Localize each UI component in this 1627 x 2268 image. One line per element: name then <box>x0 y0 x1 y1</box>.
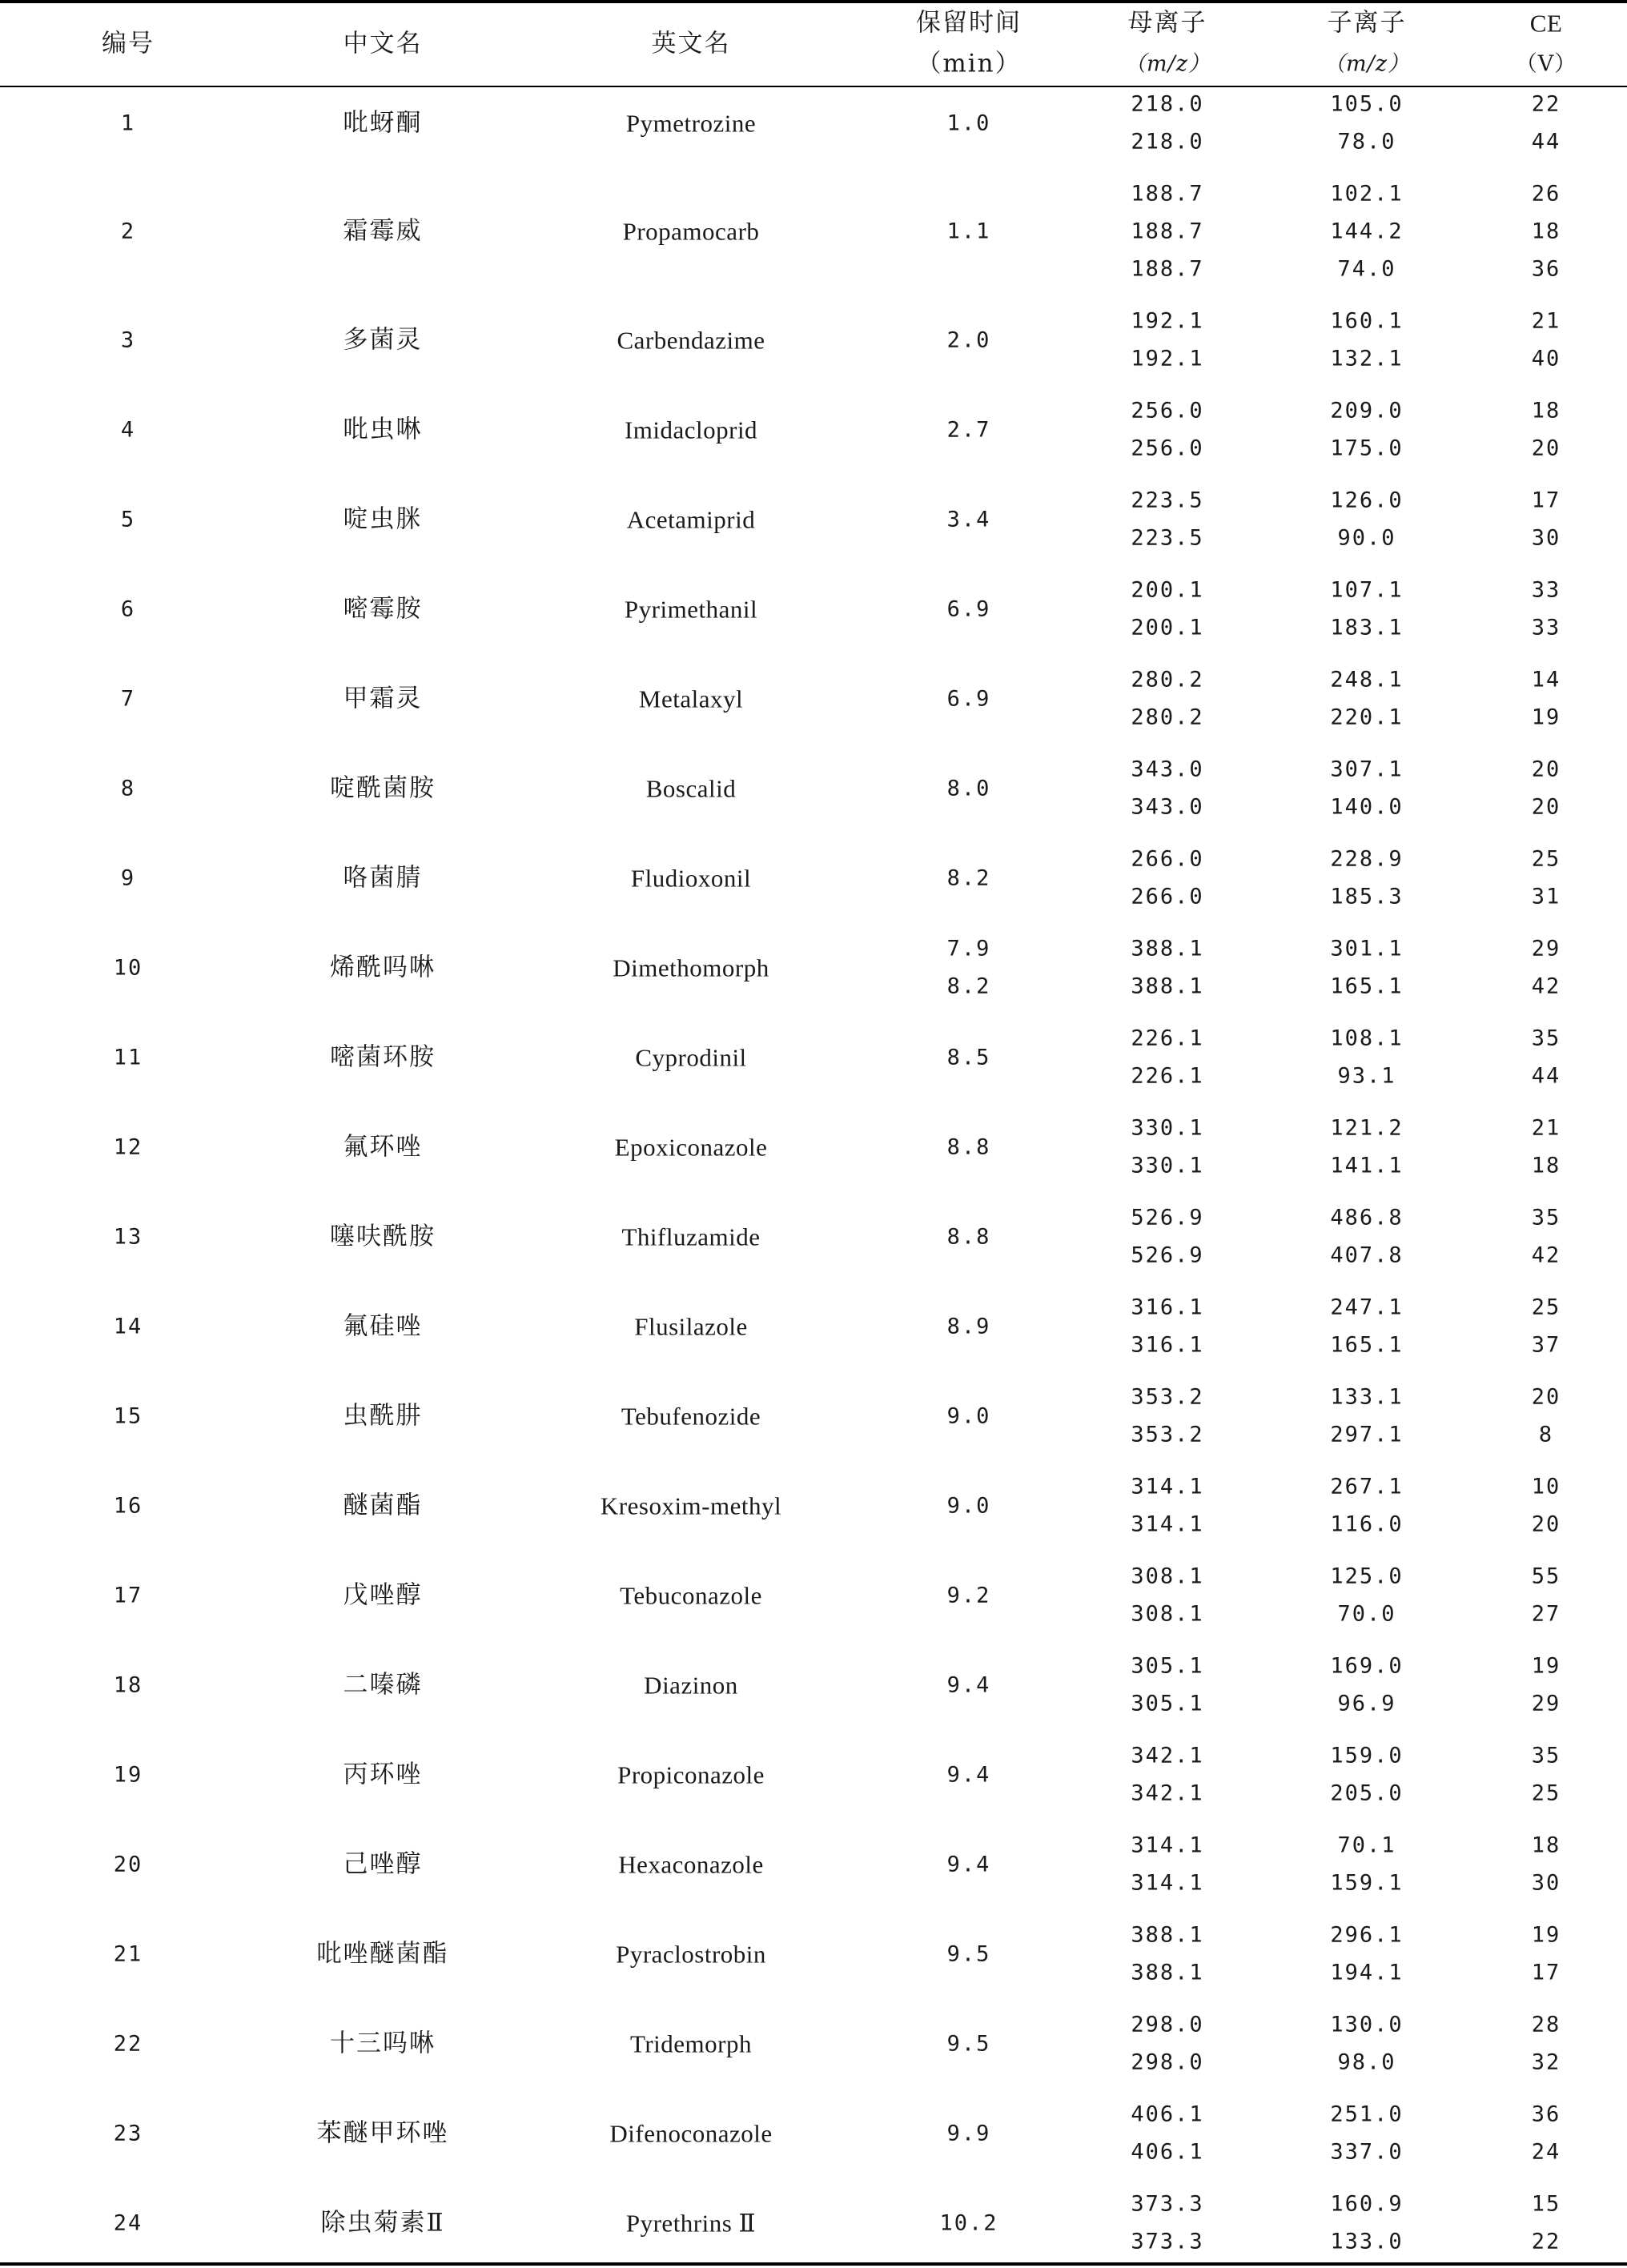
row-number: 1 <box>120 110 136 135</box>
english-name: Diazinon <box>644 1671 738 1699</box>
retention-time: 9.0 <box>946 1493 991 1518</box>
product-ion: 307.1 <box>1330 757 1404 782</box>
english-name: Tebuconazole <box>620 1581 762 1609</box>
english-name: Pyraclostrobin <box>616 1940 766 1968</box>
chinese-name: 吡虫啉 <box>343 415 423 444</box>
english-name: Metalaxyl <box>638 684 744 713</box>
product-ion: 125.0 <box>1330 1564 1404 1589</box>
english-name: Boscalid <box>645 774 737 802</box>
collision-energy: 22 <box>1531 91 1561 117</box>
row-number: 4 <box>120 417 136 442</box>
collision-energy: 19 <box>1531 704 1561 730</box>
parent-ion: 266.0 <box>1131 846 1204 872</box>
header-rt: 保留时间 <box>916 8 1022 38</box>
parent-ion: 226.1 <box>1131 1063 1204 1089</box>
collision-energy: 33 <box>1531 615 1561 640</box>
collision-energy: 36 <box>1531 256 1561 282</box>
collision-energy: 22 <box>1531 2229 1561 2254</box>
bottom-rule <box>0 2262 1627 2266</box>
collision-energy: 35 <box>1531 1743 1561 1768</box>
english-name: Tebufenozide <box>621 1402 761 1430</box>
product-ion: 267.1 <box>1330 1474 1404 1499</box>
chinese-name: 多菌灵 <box>343 325 423 354</box>
product-ion: 160.1 <box>1330 308 1404 334</box>
retention-time: 8.0 <box>946 776 991 801</box>
row-number: 24 <box>113 2210 143 2235</box>
product-ion: 407.8 <box>1330 1242 1404 1268</box>
parent-ion: 406.1 <box>1131 2101 1204 2127</box>
retention-time: 3.4 <box>946 507 991 532</box>
chinese-name: 噻呋酰胺 <box>330 1222 436 1250</box>
row-number: 9 <box>120 865 136 890</box>
parent-ion: 223.5 <box>1131 488 1204 513</box>
product-ion: 90.0 <box>1337 525 1396 551</box>
product-ion: 248.1 <box>1330 667 1404 692</box>
parent-ion: 316.1 <box>1131 1295 1204 1320</box>
collision-energy: 18 <box>1531 219 1561 244</box>
chinese-name: 虫酰肼 <box>343 1401 423 1430</box>
parent-ion: 342.1 <box>1131 1743 1204 1768</box>
parent-ion: 200.1 <box>1131 615 1204 640</box>
retention-time: 1.1 <box>946 219 991 244</box>
parent-ion: 373.3 <box>1131 2191 1204 2217</box>
product-ion: 126.0 <box>1330 488 1404 513</box>
english-name: Carbendazime <box>617 326 765 354</box>
row-number: 5 <box>120 507 136 532</box>
header-ce-unit: （V） <box>1515 51 1577 77</box>
retention-time: 9.4 <box>946 1672 991 1697</box>
collision-energy: 17 <box>1531 1960 1561 1985</box>
collision-energy: 27 <box>1531 1601 1561 1627</box>
product-ion: 205.0 <box>1330 1780 1404 1806</box>
parent-ion: 200.1 <box>1131 577 1204 603</box>
product-ion: 107.1 <box>1330 577 1404 603</box>
parent-ion: 266.0 <box>1131 884 1204 909</box>
parent-ion: 526.9 <box>1131 1242 1204 1268</box>
chinese-name: 醚菌酯 <box>343 1491 423 1519</box>
collision-energy: 28 <box>1531 2012 1561 2037</box>
collision-energy: 42 <box>1531 973 1561 999</box>
product-ion: 93.1 <box>1337 1063 1396 1089</box>
collision-energy: 32 <box>1531 2049 1561 2075</box>
parent-ion: 343.0 <box>1131 757 1204 782</box>
retention-time: 6.9 <box>946 686 991 711</box>
product-ion: 301.1 <box>1330 936 1404 961</box>
product-ion: 185.3 <box>1330 884 1404 909</box>
retention-time: 8.5 <box>946 1045 991 1070</box>
english-name: Hexaconazole <box>618 1850 764 1878</box>
english-name: Propamocarb <box>622 217 760 246</box>
chinese-name: 霜霉威 <box>343 216 423 246</box>
product-ion: 183.1 <box>1330 615 1404 640</box>
chinese-name: 嘧霉胺 <box>343 594 423 623</box>
product-ion: 175.0 <box>1330 436 1404 461</box>
header-rt-unit: （min） <box>916 49 1022 78</box>
row-number: 19 <box>113 1762 143 1787</box>
collision-energy: 20 <box>1531 1511 1561 1537</box>
product-ion: 130.0 <box>1330 2012 1404 2037</box>
english-name: Difenoconazole <box>609 2119 773 2147</box>
parent-ion: 280.2 <box>1131 667 1204 692</box>
collision-energy: 36 <box>1531 2101 1561 2127</box>
collision-energy: 19 <box>1531 1653 1561 1679</box>
collision-energy: 15 <box>1531 2191 1561 2217</box>
parent-ion: 330.1 <box>1131 1115 1204 1141</box>
parent-ion: 218.0 <box>1131 129 1204 155</box>
product-ion: 297.1 <box>1330 1422 1404 1447</box>
header-parent-unit: （m/z） <box>1124 51 1211 77</box>
retention-time: 8.9 <box>946 1314 991 1339</box>
collision-energy: 20 <box>1531 1384 1561 1410</box>
retention-time: 9.5 <box>946 2031 991 2056</box>
parent-ion: 526.9 <box>1131 1205 1204 1230</box>
product-ion: 296.1 <box>1330 1922 1404 1948</box>
row-number: 8 <box>120 776 136 801</box>
product-ion: 140.0 <box>1330 794 1404 820</box>
parent-ion: 298.0 <box>1131 2012 1204 2037</box>
product-ion: 105.0 <box>1330 91 1404 117</box>
parent-ion: 342.1 <box>1131 1780 1204 1806</box>
retention-time: 7.9 <box>946 936 991 961</box>
product-ion: 159.1 <box>1330 1870 1404 1896</box>
row-number: 14 <box>113 1314 143 1339</box>
chinese-name: 苯醚甲环唑 <box>316 2118 449 2147</box>
english-name: Pymetrozine <box>625 109 757 137</box>
product-ion: 160.9 <box>1330 2191 1404 2217</box>
parent-ion: 256.0 <box>1131 436 1204 461</box>
collision-energy: 29 <box>1531 1691 1561 1716</box>
parent-ion: 226.1 <box>1131 1026 1204 1051</box>
product-ion: 96.9 <box>1337 1691 1396 1716</box>
collision-energy: 30 <box>1531 1870 1561 1896</box>
parent-ion: 192.1 <box>1131 346 1204 371</box>
collision-energy: 20 <box>1531 794 1561 820</box>
row-number: 7 <box>120 686 136 711</box>
parent-ion: 388.1 <box>1131 1922 1204 1948</box>
row-number: 2 <box>120 219 136 244</box>
collision-energy: 21 <box>1531 308 1561 334</box>
chinese-name: 除虫菊素Ⅱ <box>320 2208 445 2237</box>
parent-ion: 353.2 <box>1131 1422 1204 1447</box>
parent-ion: 314.1 <box>1131 1474 1204 1499</box>
product-ion: 209.0 <box>1330 398 1404 423</box>
product-ion: 251.0 <box>1330 2101 1404 2127</box>
product-ion: 108.1 <box>1330 1026 1404 1051</box>
chinese-name: 吡唑醚菌酯 <box>316 1939 449 1968</box>
product-ion: 133.0 <box>1330 2229 1404 2254</box>
parent-ion: 316.1 <box>1131 1332 1204 1358</box>
collision-energy: 35 <box>1531 1026 1561 1051</box>
collision-energy: 20 <box>1531 757 1561 782</box>
retention-time: 2.7 <box>946 417 991 442</box>
product-ion: 169.0 <box>1330 1653 1404 1679</box>
collision-energy: 8 <box>1538 1422 1554 1447</box>
row-number: 13 <box>113 1224 143 1249</box>
collision-energy: 44 <box>1531 1063 1561 1089</box>
parent-ion: 188.7 <box>1131 256 1204 282</box>
product-ion: 194.1 <box>1330 1960 1404 1985</box>
header-en-name: 英文名 <box>651 29 731 58</box>
parent-ion: 308.1 <box>1131 1564 1204 1589</box>
row-number: 17 <box>113 1583 143 1608</box>
product-ion: 165.1 <box>1330 973 1404 999</box>
collision-energy: 37 <box>1531 1332 1561 1358</box>
header-rule <box>0 86 1627 87</box>
retention-time: 8.2 <box>946 973 991 999</box>
product-ion: 141.1 <box>1330 1153 1404 1178</box>
product-ion: 486.8 <box>1330 1205 1404 1230</box>
parent-ion: 343.0 <box>1131 794 1204 820</box>
retention-time: 1.0 <box>946 110 991 135</box>
collision-energy: 30 <box>1531 525 1561 551</box>
collision-energy: 55 <box>1531 1564 1561 1589</box>
header-product: 子离子 <box>1327 8 1407 38</box>
chinese-name: 戊唑醇 <box>343 1580 423 1609</box>
parent-ion: 280.2 <box>1131 704 1204 730</box>
english-name: Thifluzamide <box>621 1222 761 1250</box>
parent-ion: 314.1 <box>1131 1511 1204 1537</box>
product-ion: 337.0 <box>1330 2139 1404 2165</box>
row-number: 22 <box>113 2031 143 2056</box>
chinese-name: 氟环唑 <box>343 1132 423 1161</box>
row-number: 20 <box>113 1852 143 1877</box>
product-ion: 132.1 <box>1330 346 1404 371</box>
retention-time: 8.8 <box>946 1224 991 1249</box>
english-name: Propiconazole <box>617 1760 765 1788</box>
row-number: 18 <box>113 1672 143 1697</box>
chinese-name: 烯酰吗啉 <box>330 953 436 981</box>
parent-ion: 256.0 <box>1131 398 1204 423</box>
product-ion: 159.0 <box>1330 1743 1404 1768</box>
collision-energy: 40 <box>1531 346 1561 371</box>
retention-time: 9.4 <box>946 1762 991 1787</box>
retention-time: 9.9 <box>946 2121 991 2146</box>
english-name: Cyprodinil <box>635 1043 747 1071</box>
collision-energy: 21 <box>1531 1115 1561 1141</box>
chinese-name: 啶酰菌胺 <box>330 773 436 802</box>
row-number: 23 <box>113 2121 143 2146</box>
product-ion: 78.0 <box>1337 129 1396 155</box>
product-ion: 74.0 <box>1337 256 1396 282</box>
parent-ion: 298.0 <box>1131 2049 1204 2075</box>
collision-energy: 19 <box>1531 1922 1561 1948</box>
parent-ion: 388.1 <box>1131 973 1204 999</box>
chinese-name: 啶虫脒 <box>343 504 423 533</box>
product-ion: 247.1 <box>1330 1295 1404 1320</box>
row-number: 3 <box>120 327 136 352</box>
product-ion: 102.1 <box>1330 181 1404 207</box>
retention-time: 8.2 <box>946 865 991 890</box>
chinese-name: 己唑醇 <box>343 1849 423 1878</box>
chinese-name: 嘧菌环胺 <box>330 1042 436 1071</box>
retention-time: 2.0 <box>946 327 991 352</box>
parent-ion: 330.1 <box>1131 1153 1204 1178</box>
retention-time: 10.2 <box>939 2210 998 2235</box>
parent-ion: 406.1 <box>1131 2139 1204 2165</box>
row-number: 12 <box>113 1134 143 1159</box>
header-product-unit: （m/z） <box>1324 51 1410 77</box>
chinese-name: 十三吗啉 <box>330 2029 436 2057</box>
collision-energy: 25 <box>1531 1780 1561 1806</box>
collision-energy: 35 <box>1531 1205 1561 1230</box>
collision-energy: 18 <box>1531 398 1561 423</box>
retention-time: 9.4 <box>946 1852 991 1877</box>
english-name: Fludioxonil <box>630 864 752 892</box>
parent-ion: 218.0 <box>1131 91 1204 117</box>
retention-time: 8.8 <box>946 1134 991 1159</box>
product-ion: 70.0 <box>1337 1601 1396 1627</box>
parent-ion: 188.7 <box>1131 219 1204 244</box>
row-number: 11 <box>113 1045 143 1070</box>
parent-ion: 305.1 <box>1131 1691 1204 1716</box>
english-name: Acetamiprid <box>626 505 756 533</box>
row-number: 10 <box>113 955 143 980</box>
product-ion: 220.1 <box>1330 704 1404 730</box>
product-ion: 165.1 <box>1330 1332 1404 1358</box>
english-name: Dimethomorph <box>613 953 769 981</box>
english-name: Pyrethrins Ⅱ <box>625 2209 757 2237</box>
product-ion: 133.1 <box>1330 1384 1404 1410</box>
parent-ion: 188.7 <box>1131 181 1204 207</box>
collision-energy: 20 <box>1531 436 1561 461</box>
parent-ion: 223.5 <box>1131 525 1204 551</box>
collision-energy: 26 <box>1531 181 1561 207</box>
collision-energy: 33 <box>1531 577 1561 603</box>
collision-energy: 10 <box>1531 1474 1561 1499</box>
parent-ion: 314.1 <box>1131 1870 1204 1896</box>
product-ion: 116.0 <box>1330 1511 1404 1537</box>
header-parent: 母离子 <box>1127 8 1207 38</box>
header-cn-name: 中文名 <box>343 29 423 58</box>
parent-ion: 308.1 <box>1131 1601 1204 1627</box>
retention-time: 9.2 <box>946 1583 991 1608</box>
english-name: Imidacloprid <box>624 415 758 444</box>
collision-energy: 18 <box>1531 1153 1561 1178</box>
chinese-name: 吡蚜酮 <box>343 108 423 137</box>
product-ion: 98.0 <box>1337 2049 1396 2075</box>
header-no: 编号 <box>102 29 155 58</box>
retention-time: 6.9 <box>946 596 991 621</box>
retention-time: 9.0 <box>946 1403 991 1428</box>
parent-ion: 388.1 <box>1131 936 1204 961</box>
english-name: Pyrimethanil <box>624 595 758 623</box>
collision-energy: 14 <box>1531 667 1561 692</box>
collision-energy: 42 <box>1531 1242 1561 1268</box>
product-ion: 228.9 <box>1330 846 1404 872</box>
chinese-name: 氟硅唑 <box>343 1311 423 1340</box>
parent-ion: 353.2 <box>1131 1384 1204 1410</box>
collision-energy: 24 <box>1531 2139 1561 2165</box>
parent-ion: 314.1 <box>1131 1832 1204 1858</box>
collision-energy: 25 <box>1531 1295 1561 1320</box>
parent-ion: 192.1 <box>1131 308 1204 334</box>
product-ion: 70.1 <box>1337 1832 1396 1858</box>
parent-ion: 305.1 <box>1131 1653 1204 1679</box>
product-ion: 144.2 <box>1330 219 1404 244</box>
collision-energy: 17 <box>1531 488 1561 513</box>
row-number: 15 <box>113 1403 143 1428</box>
english-name: Flusilazole <box>634 1312 748 1340</box>
top-rule <box>0 0 1627 3</box>
header-ce: CE <box>1529 9 1563 38</box>
row-number: 16 <box>113 1493 143 1518</box>
english-name: Kresoxim-methyl <box>600 1491 782 1519</box>
parent-ion: 373.3 <box>1131 2229 1204 2254</box>
chinese-name: 丙环唑 <box>343 1760 423 1788</box>
retention-time: 9.5 <box>946 1941 991 1966</box>
chinese-name: 咯菌腈 <box>343 863 423 892</box>
english-name: Tridemorph <box>630 2029 752 2057</box>
collision-energy: 31 <box>1531 884 1561 909</box>
chinese-name: 甲霜灵 <box>343 684 423 713</box>
collision-energy: 25 <box>1531 846 1561 872</box>
collision-energy: 44 <box>1531 129 1561 155</box>
collision-energy: 29 <box>1531 936 1561 961</box>
row-number: 6 <box>120 596 136 621</box>
row-number: 21 <box>113 1941 143 1966</box>
parent-ion: 388.1 <box>1131 1960 1204 1985</box>
collision-energy: 18 <box>1531 1832 1561 1858</box>
english-name: Epoxiconazole <box>614 1133 768 1161</box>
chinese-name: 二嗪磷 <box>343 1670 423 1699</box>
product-ion: 121.2 <box>1330 1115 1404 1141</box>
